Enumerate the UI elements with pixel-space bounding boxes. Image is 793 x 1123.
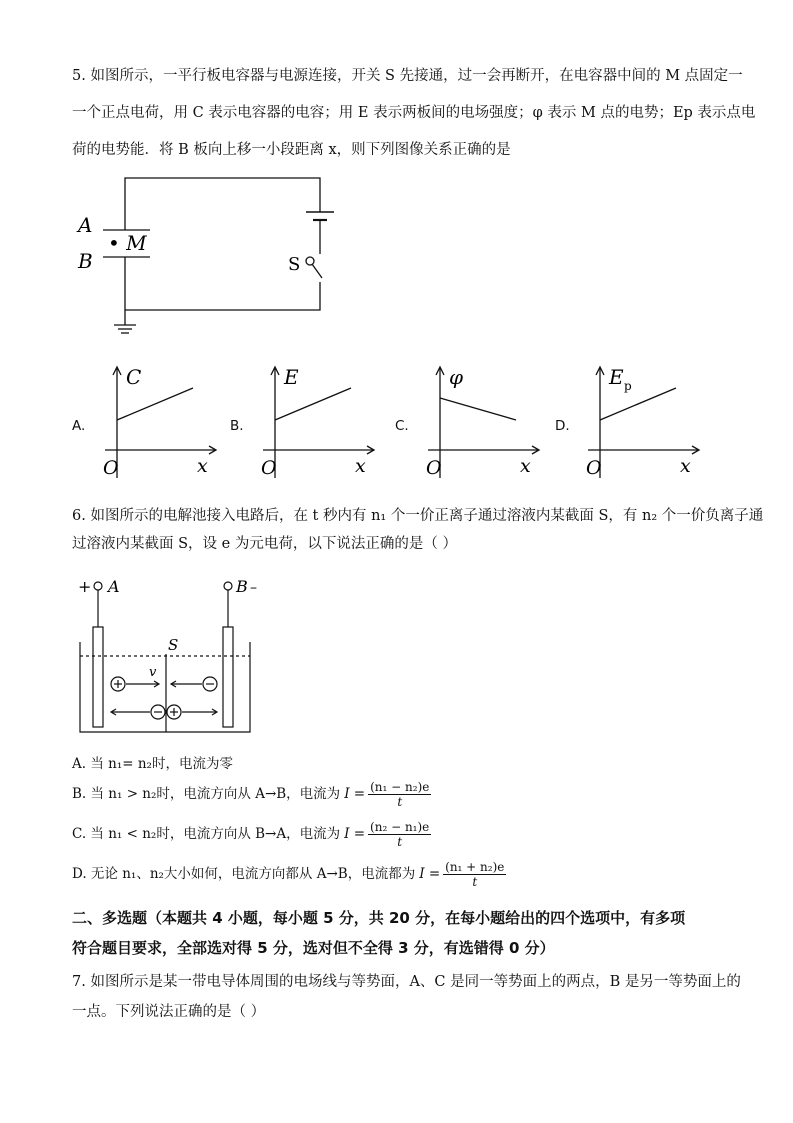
fraction-denominator: t [397, 835, 403, 849]
origin-label: O [426, 457, 442, 479]
label-a: A [78, 213, 93, 237]
q7-text-line-1: 7. 如图所示是某一带电导体周围的电场线与等势面，A、C 是同一等势面上的两点，B 是另一等势面上的 [72, 974, 741, 990]
minus-sign: – [250, 580, 257, 596]
q6-option-text: D. 无论 n₁、n₂大小如何，电流方向都从 A→B，电流都为 [72, 866, 416, 882]
fraction-numerator: (n₁ − n₂)e [370, 780, 430, 794]
q5-option-graph [255, 362, 385, 482]
trend-line [117, 388, 193, 420]
plus-sign: + [78, 577, 92, 596]
q6-option [72, 820, 431, 849]
q5-option-graph [420, 362, 550, 482]
q5-circuit-diagram [70, 170, 340, 340]
q5-text-line-2: 一个正点电荷，用 C 表示电容器的电容；用 E 表示两板间的电场强度；φ 表示 M 点的电势；Ep 表示点电 [72, 105, 756, 121]
y-label: C [126, 365, 142, 389]
q5-text-line-1: 5. 如图所示，一平行板电容器与电源连接，开关 S 先接通，过一会再断开，在电容器中间的 M 点固定一 [72, 68, 743, 84]
q6-option [72, 754, 233, 774]
q7-text-line-2: 一点。下列说法正确的是（ ） [72, 1004, 266, 1020]
current-formula-lhs: I = [344, 826, 366, 842]
x-label: x [520, 455, 531, 477]
section-heading-line-1: 二、多选题（本题共 4 小题，每小题 5 分，共 20 分，在每小题给出的四个选项中，有多项 [72, 909, 686, 927]
terminal-b [224, 582, 232, 590]
q6-option-text: B. 当 n₁ > n₂时，电流方向从 A→B，电流为 [72, 786, 341, 802]
q5-text-line-3: 荷的电势能．将 B 板向上移一小段距离 x，则下列图像关系正确的是 [72, 142, 511, 158]
y-label: φ [449, 365, 464, 389]
q5-option-graph [580, 362, 710, 482]
section-heading-line-2: 符合题目要求，全部选对得 5 分，选对但不全得 3 分，有选错得 0 分） [72, 939, 555, 957]
fraction-denominator: t [472, 875, 478, 889]
wire-top [125, 178, 320, 230]
y-label: E [284, 365, 299, 389]
fraction-denominator: t [397, 795, 403, 809]
q6-text-line-1: 6. 如图所示的电解池接入电路后，在 t 秒内有 n₁ 个一价正离子通过溶液内某截面 S，有 n₂ 个一价负离子通 [72, 508, 764, 524]
x-label: x [680, 455, 691, 477]
origin-label: O [103, 457, 119, 479]
q5-option-label: B. [230, 418, 244, 434]
trend-line [600, 388, 676, 420]
current-formula-lhs: I = [419, 866, 441, 882]
q5-option-graph [97, 362, 227, 482]
label-s: S [288, 254, 301, 275]
current-formula-fraction [443, 860, 506, 889]
current-formula-lhs: I = [344, 786, 366, 802]
q6-option [72, 780, 431, 809]
fraction-numerator: (n₁ + n₂)e [445, 860, 505, 874]
label-a: A [108, 577, 120, 596]
current-formula-fraction [368, 820, 431, 849]
y-label: E [609, 365, 624, 389]
q6-text-line-2: 过溶液内某截面 S，设 e 为元电荷，以下说法正确的是（ ） [72, 536, 457, 552]
origin-label: O [261, 457, 277, 479]
switch-blade [312, 264, 322, 278]
electrode-b [223, 627, 233, 727]
origin-label: O [586, 457, 602, 479]
q6-option-text: C. 当 n₁ < n₂时，电流方向从 B→A，电流为 [72, 826, 341, 842]
label-b: B [236, 577, 248, 596]
q5-option-label: C. [395, 418, 409, 434]
q5-option-label: D. [555, 418, 570, 434]
label-b: B [78, 249, 93, 273]
label-m: • M [108, 231, 147, 255]
y-label-subscript: p [624, 379, 632, 393]
label-v: v [149, 665, 157, 680]
q6-option [72, 860, 506, 889]
x-label: x [355, 455, 366, 477]
q6-electrolytic-cell-diagram [70, 572, 270, 737]
electrode-a [93, 627, 103, 727]
label-s: S [168, 636, 179, 654]
trend-line [440, 398, 516, 420]
fraction-numerator: (n₂ − n₁)e [370, 820, 430, 834]
switch-pivot [306, 257, 314, 265]
current-formula-fraction [368, 780, 431, 809]
terminal-a [94, 582, 102, 590]
q5-option-label: A. [72, 418, 86, 434]
x-label: x [197, 455, 208, 477]
trend-line [275, 388, 351, 420]
q6-option-text: A. 当 n₁= n₂时，电流为零 [72, 756, 233, 772]
